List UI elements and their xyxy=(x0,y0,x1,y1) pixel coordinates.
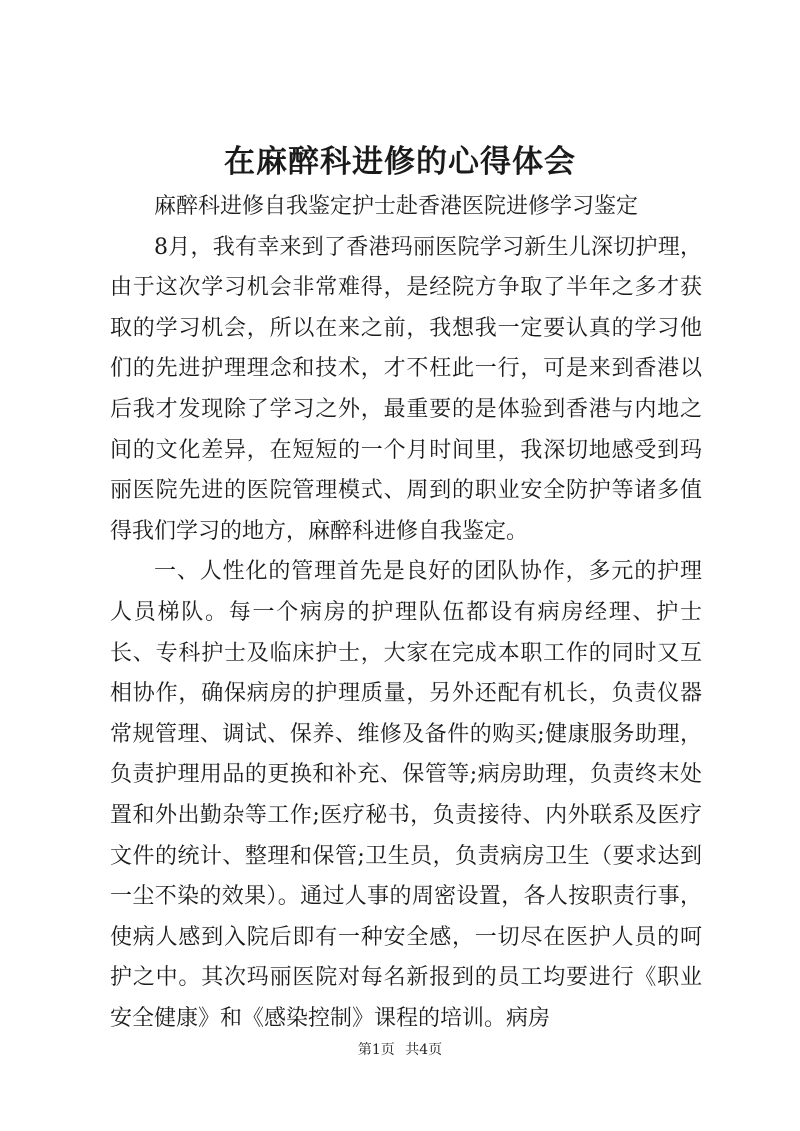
document-title: 在麻醉科进修的心得体会 xyxy=(224,144,576,180)
paragraph-subtitle: 麻醉科进修自我鉴定护士赴香港医院进修学习鉴定 xyxy=(154,194,639,219)
paragraph-intro: 8月，我有幸来到了香港玛丽医院学习新生儿深切护理，由于这次学习机会非常难得，是经院方争取了半年之多才获取的学习机会，所以在来之前，我想我一定要认真的学习他们的先进护理理念和技术，才不枉此一行，可是来到香港以后我才发现除了学习之外，最重要的是体验到香港与内地之间的文化差异，在短短的一个月时间里，我深切地感受到玛丽医院先进的医院管理模式、周到的职业安全防护等诸多值得我们学习的地方，麻醉科进修自我鉴定。 xyxy=(110,234,702,544)
page-footer xyxy=(0,1040,800,1060)
paragraph-section-one: 一、人性化的管理首先是良好的团队协作，多元的护理人员梯队。每一个病房的护理队伍都设有病房经理、护士长、专科护士及临床护士，大家在完成本职工作的同时又互相协作，确保病房的护理质量，另外还配有机长，负责仪器常规管理、调试、保养、维修及备件的购买;健康服务助理，负责护理用品的更换和补充、保管等;病房助理，负责终末处置和外出勤杂等工作;医疗秘书，负责接待、内外联系及医疗文件的统计、整理和保管;卫生员，负责病房卫生（要求达到一尘不染的效果）。通过人事的周密设置，各人按职责行事，使病人感到入院后即有一种安全感，一切尽在医护人员的呵护之中。其次玛丽医院对每名新报到的员工均要进行《职业安全健康》和《感染控制》课程的培训。病房 xyxy=(110,559,702,1031)
document-body xyxy=(110,187,702,1039)
page-number: 第1页 xyxy=(357,1042,395,1058)
page-total: 共4页 xyxy=(405,1042,443,1058)
